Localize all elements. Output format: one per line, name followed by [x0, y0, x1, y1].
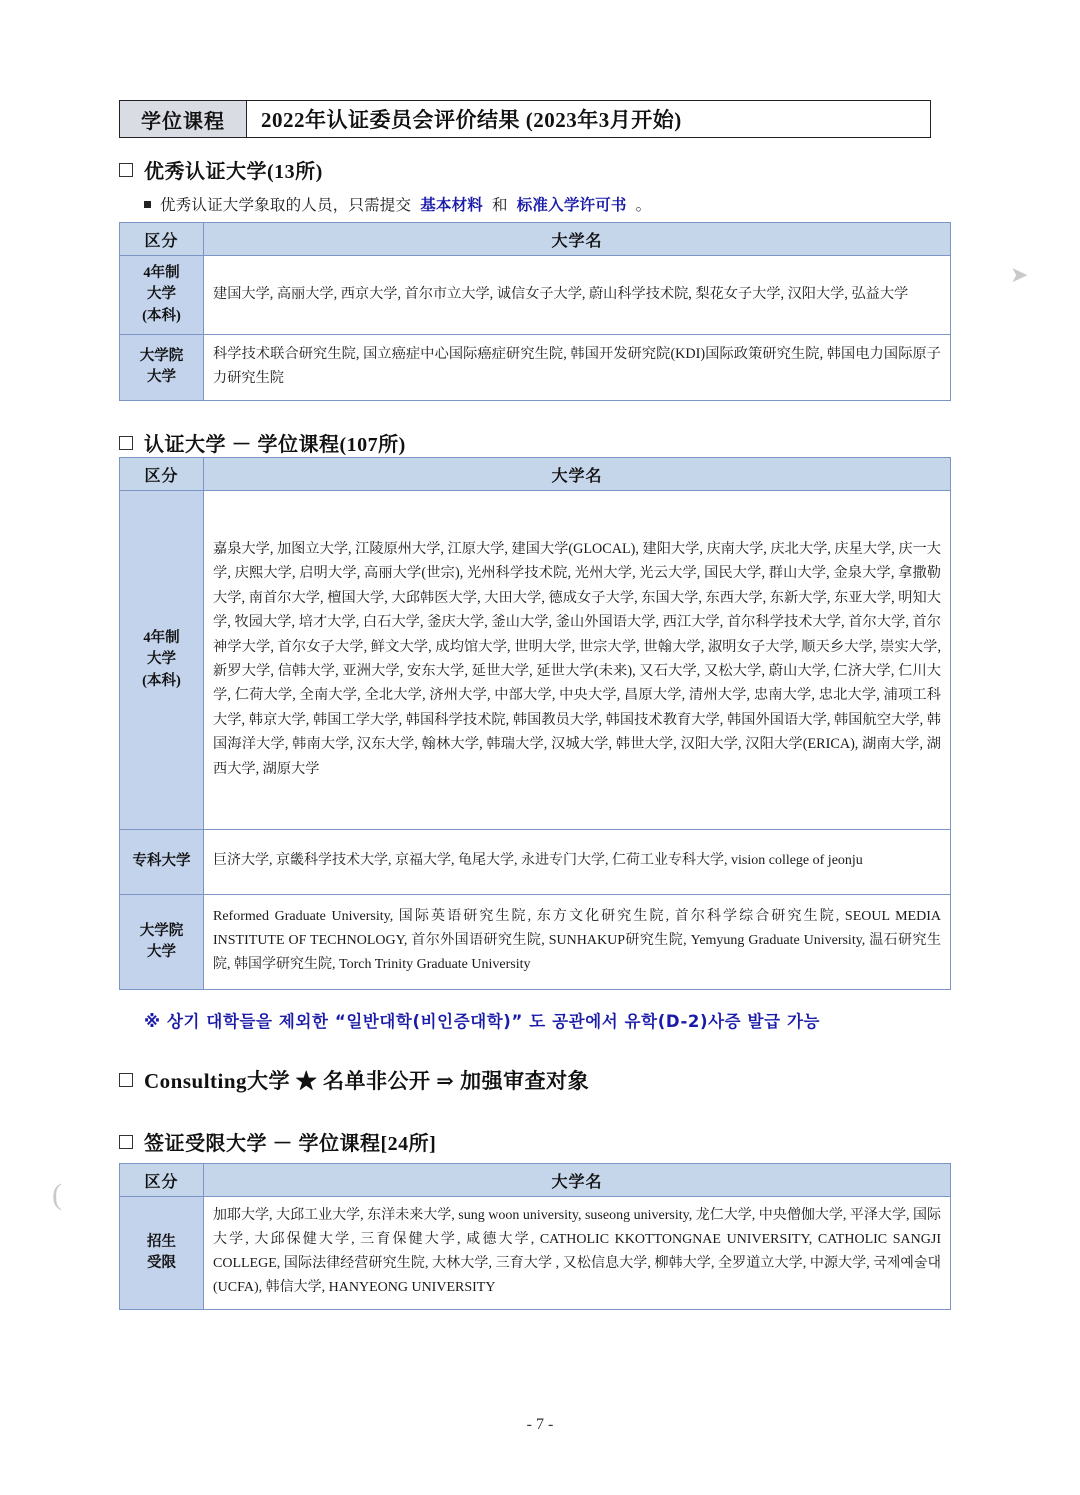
column-header-university-name: 大学名	[204, 458, 951, 491]
row-label-line: 大学	[147, 944, 176, 960]
row-value-junior-college: 巨济大学, 京畿科学技术大学, 京福大学, 龟尾大学, 永进专门大学, 仁荷工业专科大学, vision college of jeonju	[204, 830, 951, 895]
square-bullet-icon	[144, 201, 151, 208]
row-label-line: 大学院	[139, 922, 184, 939]
scan-artifact-mark: (	[52, 1178, 62, 1211]
page-number: - 7 -	[526, 1416, 554, 1433]
checkbox-icon	[119, 1135, 133, 1149]
table-header-row	[120, 458, 951, 491]
table-row	[120, 256, 951, 335]
table-header-row	[120, 223, 951, 256]
document-header	[119, 100, 931, 138]
row-label-graduate-university	[120, 335, 204, 401]
row-value-graduate-university: Reformed Graduate University, 国际英语研究生院, 东方文化研究生院, 首尔科学综合研究生院, SEOUL MEDIA INSTITUTE OF TECHNOLOGY, 首尔外国语研究生院, SUNHAKUP研究生院, Yemyung Graduate University, 温石研究生院, 韩国学研究生院, Torch Trinity Graduate University	[204, 895, 951, 990]
column-header-university-name: 大学名	[204, 223, 951, 256]
page-title: 2022年认证委员会评价结果 (2023年3月开始)	[247, 100, 931, 138]
row-value-4year-university: 嘉泉大学, 加图立大学, 江陵原州大学, 江原大学, 建国大学(GLOCAL), 建阳大学, 庆南大学, 庆北大学, 庆星大学, 庆一大学, 庆熙大学, 启明大学, 高丽大学(世宗), 光州科学技术院, 光州大学, 光云大学, 国民大学, 群山大学, 金泉大学, 拿撒勒大学, 南首尔大学, 檀国大学, 大邱韩医大学, 大田大学, 德成女子大学, 东国大学, 东西大学, 东新大学, 东亚大学, 明知大学, 牧园大学, 培才大学, 白石大学, 釜庆大学, 釜山大学, 釜山外国语大学, 西江大学, 首尔科学技术大学, 首尔大学, 首尔神学大学, 首尔女子大学, 鲜文大学, 成均馆大学, 世明大学, 世宗大学, 世翰大学, 淑明女子大学, 顺天乡大学, 崇实大学, 新罗大学, 信韩大学, 亚洲大学, 安东大学, 延世大学, 延世大学(未来), 又石大学, 又松大学, 蔚山大学, 仁济大学, 仁川大学, 仁荷大学, 全南大学, 全北大学, 济州大学, 中部大学, 中央大学, 昌原大学, 清州大学, 忠南大学, 忠北大学, 浦项工科大学, 韩京大学, 韩国工学大学, 韩国科学技术院, 韩国教员大学, 韩国技术教育大学, 韩国外国语大学, 韩国航空大学, 韩国海洋大学, 韩南大学, 汉东大学, 翰林大学, 韩瑞大学, 汉城大学, 韩世大学, 汉阳大学, 汉阳大学(ERICA), 湖南大学, 湖西大学, 湖原大学	[204, 491, 951, 830]
row-label-line: 招生	[147, 1234, 176, 1251]
row-label-line: 4年制	[143, 630, 180, 647]
bullet-text-post: 。	[635, 197, 652, 214]
table-certified-universities	[119, 457, 951, 990]
table-visa-restricted-universities	[119, 1163, 951, 1310]
row-label-line: 大学院	[139, 348, 184, 365]
bullet-text-pre: 优秀认证大学象取的人员，只需提交	[160, 197, 412, 214]
table-row	[120, 1197, 951, 1310]
row-label-line: (本科)	[142, 307, 181, 324]
bullet-text-highlight-2: 标准入学许可书	[516, 197, 627, 214]
row-label-line: 大学	[147, 286, 176, 303]
row-label-junior-college	[120, 830, 204, 895]
row-value-graduate-university: 科学技术联合研究生院, 国立癌症中心国际癌症研究生院, 韩国开发研究院(KDI)国际政策研究生院, 韩国电力国际原子力研究生院	[204, 335, 951, 401]
korean-visa-note: ※ 상기 대학들을 제외한 “일반대학(비인증대학)” 도 공관에서 유학(D-2)사증 발급 가능	[144, 1012, 821, 1031]
table-row	[120, 335, 951, 401]
header-tag: 学位课程	[119, 100, 247, 138]
row-label-line: 大学	[147, 369, 176, 386]
checkbox-icon	[119, 436, 133, 450]
row-label-4year-university	[120, 491, 204, 830]
row-label-line: 受限	[147, 1255, 176, 1272]
row-label-4year-university	[120, 256, 204, 335]
table-row	[120, 830, 951, 895]
section-heading-consulting-universities	[119, 1065, 589, 1095]
row-value-admission-restricted: 加耶大学, 大邱工业大学, 东洋未来大学, sung woon university, suseong university, 龙仁大学, 中央僧伽大学, 平泽大学, 国际大学, 大邱保健大学, 三育保健大学, 咸德大学, CATHOLIC KKOTTONGNAE UNIVERSITY, CATHOLIC SANGJI COLLEGE, 国际法律经营研究生院, 大林大学, 三育大学 , 又松信息大学, 柳韩大学, 全罗道立大学, 中源大学, 국제예술대(UCFA), 韩信大学, HANYEONG UNIVERSITY	[204, 1197, 951, 1310]
row-label-line: 4年制	[143, 265, 180, 282]
scan-artifact-arrow: ➤	[1010, 262, 1029, 287]
checkbox-icon	[119, 163, 133, 177]
section4-heading-label: 签证受限大学 － 学位课程[24所]	[144, 1133, 437, 1155]
section-heading-visa-restricted-universities	[119, 1127, 436, 1156]
column-header-university-name: 大学名	[204, 1164, 951, 1197]
bullet-text-mid: 和	[492, 197, 508, 214]
column-header-category: 区分	[120, 1164, 204, 1197]
section-heading-excellent-universities	[119, 155, 323, 184]
row-label-admission-restricted	[120, 1197, 204, 1310]
row-label-line: 大学	[147, 651, 176, 668]
table-row	[120, 491, 951, 830]
table-excellent-universities	[119, 222, 951, 401]
bullet-text-highlight-1: 基本材料	[420, 197, 484, 214]
section1-heading-label: 优秀认证大学(13所)	[144, 161, 323, 183]
section2-heading-label: 认证大学 － 学位课程(107所)	[144, 434, 406, 456]
section-heading-certified-universities	[119, 428, 406, 457]
column-header-category: 区分	[120, 458, 204, 491]
table-row	[120, 895, 951, 990]
row-value-4year-university: 建国大学, 高丽大学, 西京大学, 首尔市立大学, 诚信女子大学, 蔚山科学技术院, 梨花女子大学, 汉阳大学, 弘益大学	[204, 256, 951, 335]
row-label-graduate-university	[120, 895, 204, 990]
checkbox-icon	[119, 1073, 133, 1087]
section1-bullet-note	[144, 193, 651, 215]
row-label-line: (本科)	[142, 672, 181, 689]
table-header-row	[120, 1164, 951, 1197]
row-label-line: 专科大学	[132, 853, 191, 870]
section3-heading-label: Consulting大学 ★ 名单非公开 ⇒ 加强审查对象	[144, 1069, 590, 1093]
column-header-category: 区分	[120, 223, 204, 256]
